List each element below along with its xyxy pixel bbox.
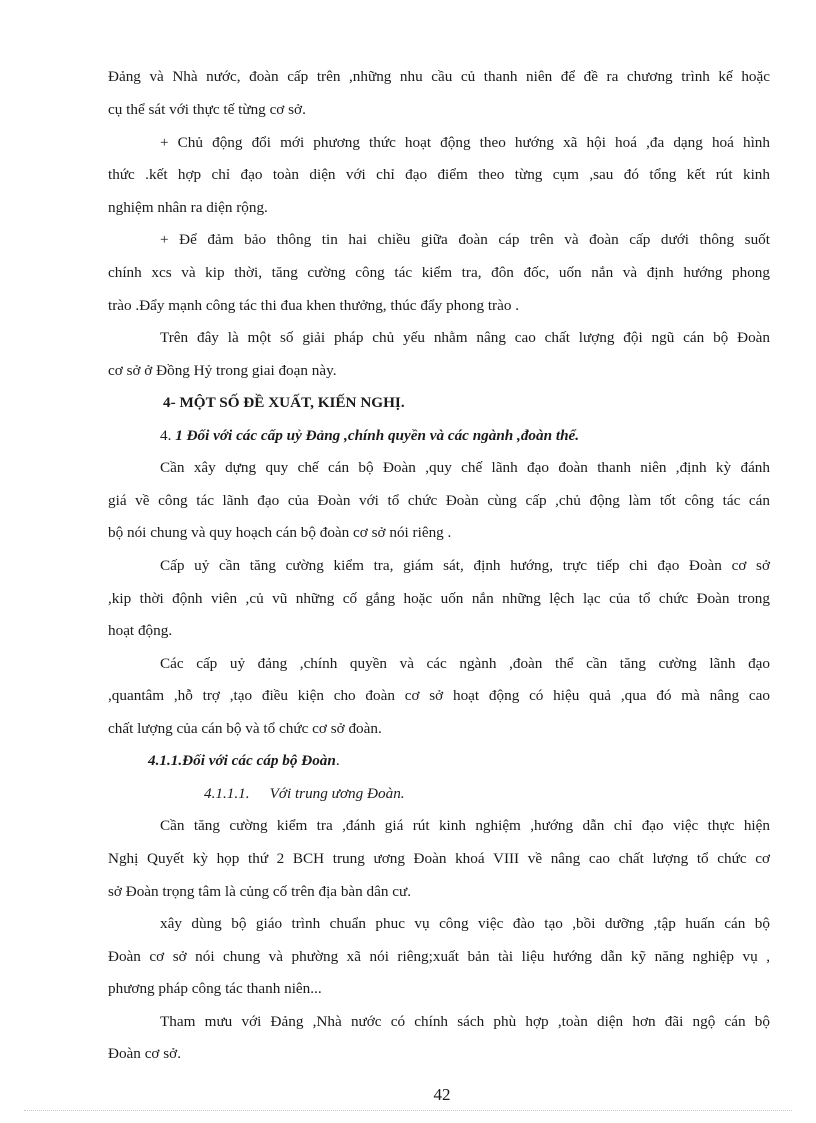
heading-text: 1 Đối với các cấp uỷ Đảng ,chính quyền và các ngành ,đoàn thể. — [175, 427, 580, 444]
paragraph-line: cụ thể sát với thực tế từng cơ sở. — [108, 101, 306, 118]
paragraph-line: + Để đảm bảo thông tin hai chiều giữa đoàn cáp trên và đoàn cấp dưới thông suốt — [160, 231, 770, 248]
paragraph-line: giá về công tác lãnh đạo của Đoàn với tổ chức Đoàn cùng cấp ,chủ động làm tốt công tác cán — [108, 492, 770, 509]
paragraph-line: Nghị Quyết kỳ họp thứ 2 BCH trung ương Đoàn khoá VIII về nâng cao chất lượng tổ chức cơ — [108, 850, 770, 867]
paragraph-line: Cần tăng cường kiểm tra ,đánh giá rút kinh nghiệm ,hướng dẫn chỉ đạo việc thực hiện — [160, 817, 770, 834]
paragraph-line: cơ sở ở Đồng Hỷ trong giai đoạn này. — [108, 362, 337, 379]
paragraph-line: sở Đoàn trọng tâm là củng cố trên địa bàn dân cư. — [108, 883, 412, 900]
section-heading-4-1-1 — [148, 752, 340, 770]
heading-dot: . — [335, 752, 340, 769]
paragraph-line: hoạt động. — [108, 622, 173, 639]
paragraph-line: Đoàn cơ sở nói chung và phường xã nói riêng;xuất bản tài liệu hướng dẫn kỹ năng nghiệp vụ , — [108, 948, 770, 965]
paragraph-line: nghiệm nhân ra diện rộng. — [108, 199, 268, 216]
paragraph-line: ,kip thời độnh viên ,củ vũ những cố gắng hoặc uốn nắn những lệch lạc của tổ chức Đoàn trong — [108, 590, 770, 607]
section-heading-4: 4- MỘT SỐ ĐỀ XUẤT, KIẾN NGHỊ. — [163, 394, 405, 411]
paragraph-line: chất lượng của cán bộ và tổ chức cơ sở đoàn. — [108, 720, 382, 737]
page-bottom-divider — [24, 1110, 792, 1111]
paragraph-line: + Chủ động đổi mới phương thức hoạt động theo hướng xã hội hoá ,đa dạng hoá hình — [160, 134, 770, 151]
heading-text: 4.1.1.Đối với các cáp bộ Đoàn — [148, 752, 336, 769]
paragraph-line: bộ nói chung và quy hoạch cán bộ đoàn cơ sở nói riêng . — [108, 524, 452, 541]
paragraph-line: Trên đây là một số giải pháp chủ yếu nhằm nâng cao chất lượng đội ngũ cán bộ Đoàn — [160, 329, 770, 346]
section-heading-4-1-1-1 — [204, 785, 405, 803]
paragraph-line: trào .Đẩy mạnh công tác thi đua khen thưởng, thúc đẩy phong trào . — [108, 297, 520, 314]
paragraph-line: Cấp uỷ cần tăng cường kiểm tra, giám sát, định hướng, trực tiếp chi đạo Đoàn cơ sở — [160, 557, 770, 574]
heading-text: Với trung ương Đoàn. — [269, 785, 405, 802]
paragraph-line: Đoàn cơ sở. — [108, 1045, 182, 1062]
paragraph-line: xây dùng bộ giáo trình chuẩn phuc vụ công việc đào tạo ,bồi dưỡng ,tập huấn cán bộ — [160, 915, 770, 932]
paragraph-line: Cần xây dựng quy chế cán bộ Đoàn ,quy chế lãnh đạo đoàn thanh niên ,định kỳ đánh — [160, 459, 770, 476]
paragraph-line: Các cấp uỷ đảng ,chính quyền và các ngành ,đoàn thể cần tăng cường lãnh đạo — [160, 655, 770, 672]
page-number: 42 — [433, 1085, 451, 1104]
paragraph-line: ,quantâm ,hỗ trợ ,tạo điều kiện cho đoàn cơ sở hoạt động có hiệu quả ,qua đó mà nâng cao — [108, 687, 770, 704]
heading-number: 4. — [160, 427, 176, 444]
paragraph-line: Tham mưu với Đảng ,Nhà nước có chính sách phù hợp ,toàn diện hơn đãi ngộ cán bộ — [160, 1013, 770, 1030]
section-heading-4-1 — [160, 427, 579, 445]
paragraph-line: thức .kết hợp chỉ đạo toàn diện với chỉ đạo điểm theo từng cụm ,sau đó tổng kết rút kinh — [108, 166, 770, 183]
paragraph-line: chính xcs và kip thời, tăng cường công tác kiểm tra, đôn đốc, uốn nắn và định hướng phong — [108, 264, 770, 281]
heading-number: 4.1.1.1. — [204, 785, 250, 802]
paragraph-line: phương pháp công tác thanh niên... — [108, 980, 322, 997]
paragraph-line: Đảng và Nhà nước, đoàn cấp trên ,những nhu cầu củ thanh niên để đề ra chương trình kế hoặc — [108, 68, 770, 85]
